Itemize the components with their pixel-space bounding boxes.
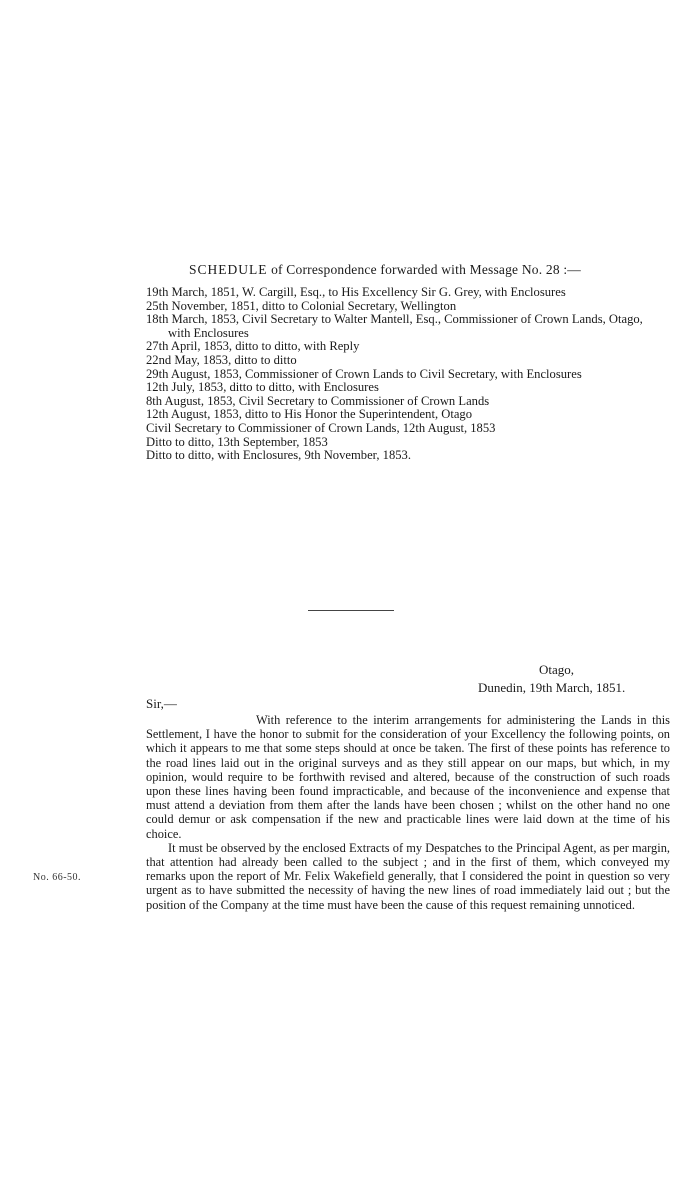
letter-paragraph: With reference to the interim arrangements for administering the Lands in this Settlement, I have the honor to submit for the consideration of your Excellency the following points, on which it appears to me that some steps should at once be taken. The first of these points has reference to the road lines laid out in the original surveys and as they still appear on our maps, but which, in my opinion, would require to be forthwith revised and altered, because of the construction of such roads upon these lines having been found impracticable, and because of the inconvenience and expense that must attend a deviation from them after the lands have been chosen ; whilst on the other hand no one could demur or ask compensation if the new and practicable lines were laid down at the time of his choice. xyxy=(146,713,670,841)
schedule-entry: 19th March, 1851, W. Cargill, Esq., to His Excellency Sir G. Grey, with Enclosures xyxy=(146,285,566,299)
schedule-list xyxy=(146,286,666,463)
letter-body xyxy=(146,713,670,912)
schedule-entry: 22nd May, 1853, ditto to ditto xyxy=(146,352,297,367)
section-divider xyxy=(308,610,394,611)
margin-note: No. 66-50. xyxy=(33,872,82,883)
schedule-entry: Ditto to ditto, with Enclosures, 9th November, 1853. xyxy=(146,448,411,463)
letter-place: Otago, xyxy=(539,662,575,677)
schedule-heading xyxy=(189,262,659,278)
letter-date: Dunedin, 19th March, 1851. xyxy=(478,680,626,695)
schedule-heading-text: of Correspondence forwarded with Message No. 28 :— xyxy=(271,262,581,277)
schedule-entry: 12th July, 1853, ditto to ditto, with Enclosures xyxy=(146,380,379,395)
schedule-entry: 25th November, 1851, ditto to Colonial Secretary, Wellington xyxy=(146,298,457,313)
schedule-entry: 29th August, 1853, Commissioner of Crown Lands to Civil Secretary, with Enclosures xyxy=(146,366,582,381)
schedule-entry: 18th March, 1853, Civil Secretary to Walter Mantell, Esq., Commissioner of Crown Lands, Otago, with Enclosures xyxy=(146,312,643,340)
schedule-heading-caps: SCHEDULE xyxy=(189,262,268,277)
schedule-entry: Ditto to ditto, 13th September, 1853 xyxy=(146,434,328,449)
schedule-entry: 12th August, 1853, ditto to His Honor the Superintendent, Otago xyxy=(146,407,473,422)
schedule-entry: 8th August, 1853, Civil Secretary to Commissioner of Crown Lands xyxy=(146,393,490,408)
schedule-entry: Civil Secretary to Commissioner of Crown Lands, 12th August, 1853 xyxy=(146,420,496,435)
letter-paragraph: It must be observed by the enclosed Extracts of my Despatches to the Principal Agent, as per margin, that attention had already been called to the subject ; and in the first of them, which conveyed my remarks upon the report of Mr. Felix Wakefield generally, that I considered the point in question so very urgent as to have submitted the necessity of having the new lines of road immediately laid out ; but the position of the Company at the time must have been the cause of this request remaining unnoticed. xyxy=(146,840,670,912)
letter-salutation: Sir,— xyxy=(146,696,177,711)
schedule-entry: 27th April, 1853, ditto to ditto, with Reply xyxy=(146,339,360,354)
